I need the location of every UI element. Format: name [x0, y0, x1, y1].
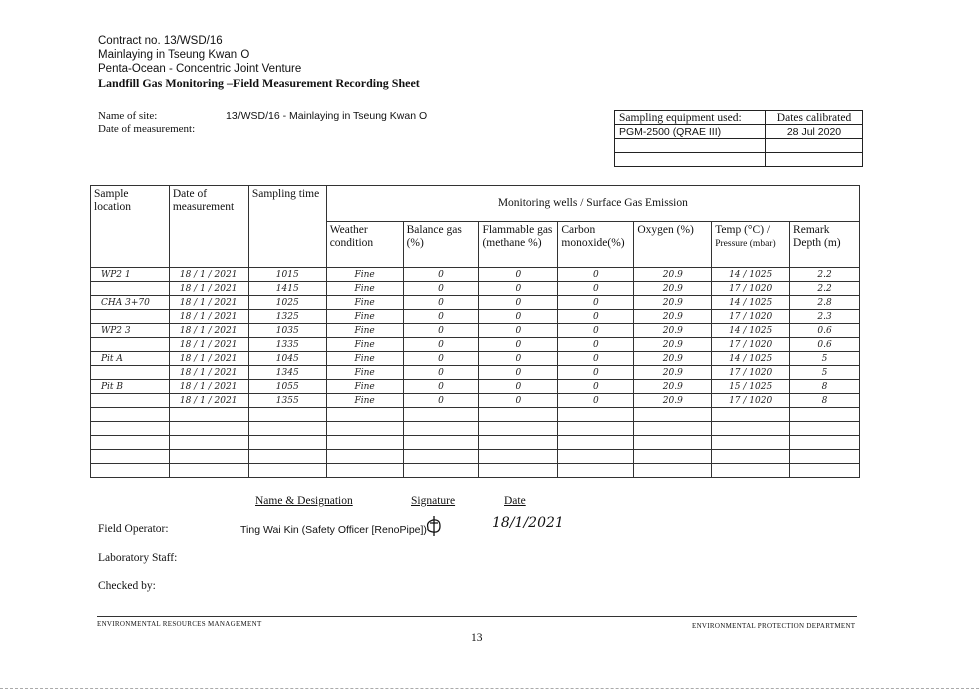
- cell-weather: [326, 408, 403, 422]
- equipment-empty-cell: [766, 153, 863, 167]
- header-remark: [790, 222, 860, 268]
- cell-flam: 0: [479, 380, 558, 394]
- cell-bal: 0: [403, 324, 479, 338]
- cell-tp: 17 / 1020: [712, 338, 790, 352]
- footer-rule: [97, 616, 857, 617]
- page-number: 13: [471, 632, 483, 644]
- cell-bal: 0: [403, 380, 479, 394]
- cell-weather: [326, 422, 403, 436]
- project-name: Mainlaying in Tseung Kwan O: [98, 49, 250, 61]
- equipment-empty-cell: [766, 139, 863, 153]
- cell-co: 0: [558, 324, 634, 338]
- field-operator-label: Field Operator:: [98, 523, 169, 535]
- cell-date: 18 / 1 / 2021: [169, 366, 248, 380]
- cell-loc: CHA 3+70: [91, 296, 170, 310]
- cell-rem: 0.6: [790, 324, 860, 338]
- site-name-label: Name of site:: [98, 110, 158, 122]
- checked-by-label: Checked by:: [98, 580, 156, 592]
- cell-flam: 0: [479, 296, 558, 310]
- cell-co: 0: [558, 338, 634, 352]
- cell-tp: 17 / 1020: [712, 310, 790, 324]
- cell-bal: 0: [403, 282, 479, 296]
- cell-co: 0: [558, 296, 634, 310]
- cell-co: 0: [558, 310, 634, 324]
- cell-co: 0: [558, 394, 634, 408]
- cell-bal: [403, 450, 479, 464]
- cell-time: 1035: [248, 324, 326, 338]
- cell-date: 18 / 1 / 2021: [169, 282, 248, 296]
- contract-number: Contract no. 13/WSD/16: [98, 35, 223, 47]
- calibrated-header: Dates calibrated: [766, 111, 863, 125]
- cell-co: 0: [558, 268, 634, 282]
- cell-weather: Fine: [326, 296, 403, 310]
- cell-time: [248, 408, 326, 422]
- cell-flam: [479, 436, 558, 450]
- cell-time: 1325: [248, 310, 326, 324]
- cell-loc: [91, 436, 170, 450]
- cell-weather: [326, 464, 403, 478]
- cell-loc: [91, 338, 170, 352]
- cell-weather: Fine: [326, 282, 403, 296]
- cell-time: [248, 464, 326, 478]
- cell-weather: [326, 436, 403, 450]
- cell-weather: Fine: [326, 394, 403, 408]
- cell-rem: 2.8: [790, 296, 860, 310]
- cell-rem: [790, 422, 860, 436]
- cell-bal: [403, 408, 479, 422]
- header-temp-pressure: [712, 222, 790, 268]
- contractor-name: Penta-Ocean - Concentric Joint Venture: [98, 63, 302, 75]
- cell-loc: WP2 1: [91, 268, 170, 282]
- cell-o2: 20.9: [634, 338, 712, 352]
- cell-o2: 20.9: [634, 296, 712, 310]
- cell-co: [558, 422, 634, 436]
- cell-co: 0: [558, 380, 634, 394]
- cell-o2: 20.9: [634, 394, 712, 408]
- cell-date: 18 / 1 / 2021: [169, 394, 248, 408]
- cell-co: [558, 464, 634, 478]
- cell-tp: [712, 408, 790, 422]
- cell-rem: 8: [790, 394, 860, 408]
- header-carbon-monoxide: Carbon monoxide(%): [558, 222, 634, 268]
- equipment-value: PGM-2500 (QRAE III): [615, 125, 766, 139]
- table-body: [91, 268, 860, 478]
- document-header: [98, 34, 420, 90]
- cell-time: 1025: [248, 296, 326, 310]
- signoff-name-header: Name & Designation: [255, 495, 353, 507]
- cell-date: [169, 450, 248, 464]
- laboratory-staff-label: Laboratory Staff:: [98, 552, 178, 564]
- table-row: [91, 422, 860, 436]
- handwritten-signature: [424, 514, 446, 543]
- cell-weather: Fine: [326, 268, 403, 282]
- header-weather: Weather condition: [326, 222, 403, 268]
- cell-flam: [479, 464, 558, 478]
- cell-rem: 8: [790, 380, 860, 394]
- field-operator-value: Ting Wai Kin (Safety Officer [RenoPipe]): [240, 524, 427, 536]
- cell-time: [248, 422, 326, 436]
- cell-o2: [634, 436, 712, 450]
- cell-date: 18 / 1 / 2021: [169, 268, 248, 282]
- cell-loc: [91, 464, 170, 478]
- header-pressure-label: Pressure (mbar): [715, 239, 776, 249]
- table-row: [91, 464, 860, 478]
- cell-o2: 20.9: [634, 366, 712, 380]
- cell-bal: 0: [403, 268, 479, 282]
- cell-bal: 0: [403, 366, 479, 380]
- cell-date: 18 / 1 / 2021: [169, 380, 248, 394]
- table-row: [91, 436, 860, 450]
- cell-date: 18 / 1 / 2021: [169, 338, 248, 352]
- header-monitoring-wells: Monitoring wells / Surface Gas Emission: [326, 186, 859, 222]
- cell-flam: 0: [479, 366, 558, 380]
- cell-date: [169, 422, 248, 436]
- cell-rem: [790, 450, 860, 464]
- cell-date: 18 / 1 / 2021: [169, 324, 248, 338]
- cell-flam: 0: [479, 324, 558, 338]
- cell-weather: Fine: [326, 338, 403, 352]
- footer-left: ENVIRONMENTAL RESOURCES MANAGEMENT: [97, 620, 262, 628]
- cell-flam: [479, 422, 558, 436]
- cell-o2: 20.9: [634, 324, 712, 338]
- cell-time: 1345: [248, 366, 326, 380]
- header-sampling-time: Sampling time: [248, 186, 326, 268]
- cell-weather: Fine: [326, 380, 403, 394]
- cell-flam: [479, 450, 558, 464]
- cell-rem: 0.6: [790, 338, 860, 352]
- header-date-of-measurement: Date of measurement: [169, 186, 248, 268]
- cell-o2: 20.9: [634, 352, 712, 366]
- table-row: [91, 296, 860, 310]
- cell-tp: 15 / 1025: [712, 380, 790, 394]
- cell-loc: [91, 422, 170, 436]
- cell-bal: 0: [403, 296, 479, 310]
- cell-flam: 0: [479, 310, 558, 324]
- cell-rem: [790, 436, 860, 450]
- cell-time: [248, 450, 326, 464]
- table-row: [91, 408, 860, 422]
- header-oxygen: Oxygen (%): [634, 222, 712, 268]
- cell-tp: [712, 464, 790, 478]
- scan-edge-line: [0, 688, 979, 689]
- cell-tp: [712, 436, 790, 450]
- cell-tp: 14 / 1025: [712, 268, 790, 282]
- cell-weather: [326, 450, 403, 464]
- footer-right: ENVIRONMENTAL PROTECTION DEPARTMENT: [692, 622, 856, 630]
- cell-loc: [91, 450, 170, 464]
- table-row: [91, 324, 860, 338]
- cell-bal: 0: [403, 394, 479, 408]
- header-temp-label: Temp (°C) /: [715, 224, 771, 236]
- cell-tp: 14 / 1025: [712, 296, 790, 310]
- cell-co: [558, 436, 634, 450]
- cell-weather: Fine: [326, 324, 403, 338]
- table-row: [91, 338, 860, 352]
- cell-date: [169, 436, 248, 450]
- cell-o2: 20.9: [634, 268, 712, 282]
- cell-bal: 0: [403, 352, 479, 366]
- cell-rem: [790, 464, 860, 478]
- header-depth-label: Depth (m): [793, 237, 841, 249]
- field-operator-date: 18/1/2021: [492, 515, 564, 531]
- header-sample-location: Sample location: [91, 186, 170, 268]
- cell-loc: [91, 310, 170, 324]
- cell-flam: 0: [479, 352, 558, 366]
- cell-co: 0: [558, 352, 634, 366]
- cell-tp: 14 / 1025: [712, 352, 790, 366]
- cell-date: 18 / 1 / 2021: [169, 296, 248, 310]
- cell-loc: [91, 408, 170, 422]
- header-remark-label: Remark: [793, 224, 830, 236]
- cell-loc: [91, 282, 170, 296]
- cell-bal: 0: [403, 310, 479, 324]
- sheet-title: Landfill Gas Monitoring –Field Measurement Recording Sheet: [98, 76, 420, 90]
- cell-co: [558, 408, 634, 422]
- measurement-table: [90, 185, 860, 478]
- table-row: [91, 380, 860, 394]
- cell-tp: 14 / 1025: [712, 324, 790, 338]
- cell-time: 1045: [248, 352, 326, 366]
- cell-weather: Fine: [326, 352, 403, 366]
- table-row: [91, 394, 860, 408]
- calibrated-value: 28 Jul 2020: [766, 125, 863, 139]
- cell-time: 1415: [248, 282, 326, 296]
- cell-bal: [403, 464, 479, 478]
- cell-bal: [403, 436, 479, 450]
- cell-date: [169, 408, 248, 422]
- cell-o2: 20.9: [634, 380, 712, 394]
- table-row: [91, 450, 860, 464]
- cell-bal: 0: [403, 338, 479, 352]
- table-row: [91, 310, 860, 324]
- equipment-table: [614, 110, 863, 167]
- cell-o2: [634, 422, 712, 436]
- cell-date: 18 / 1 / 2021: [169, 310, 248, 324]
- cell-weather: Fine: [326, 366, 403, 380]
- cell-flam: [479, 408, 558, 422]
- site-name-value: 13/WSD/16 - Mainlaying in Tseung Kwan O: [226, 110, 428, 122]
- cell-tp: [712, 422, 790, 436]
- cell-rem: 2.2: [790, 282, 860, 296]
- cell-flam: 0: [479, 338, 558, 352]
- cell-co: 0: [558, 366, 634, 380]
- cell-tp: 17 / 1020: [712, 282, 790, 296]
- signoff-date-header: Date: [504, 495, 526, 507]
- cell-weather: Fine: [326, 310, 403, 324]
- cell-time: 1055: [248, 380, 326, 394]
- site-info: [98, 110, 195, 136]
- cell-tp: 17 / 1020: [712, 366, 790, 380]
- cell-flam: 0: [479, 394, 558, 408]
- cell-rem: 2.2: [790, 268, 860, 282]
- signoff-signature-header: Signature: [411, 495, 456, 507]
- header-balance-gas: Balance gas (%): [403, 222, 479, 268]
- cell-loc: WP2 3: [91, 324, 170, 338]
- cell-rem: 5: [790, 352, 860, 366]
- equipment-header: Sampling equipment used:: [615, 111, 766, 125]
- cell-rem: [790, 408, 860, 422]
- cell-bal: [403, 422, 479, 436]
- measurement-date-label: Date of measurement:: [98, 123, 196, 135]
- cell-time: 1355: [248, 394, 326, 408]
- cell-time: [248, 436, 326, 450]
- cell-o2: 20.9: [634, 282, 712, 296]
- cell-co: 0: [558, 282, 634, 296]
- cell-loc: [91, 394, 170, 408]
- table-row: [91, 366, 860, 380]
- cell-tp: 17 / 1020: [712, 394, 790, 408]
- cell-tp: [712, 450, 790, 464]
- table-row: [91, 282, 860, 296]
- header-flammable-gas: Flammable gas (methane %): [479, 222, 558, 268]
- cell-rem: 2.3: [790, 310, 860, 324]
- equipment-empty-cell: [615, 139, 766, 153]
- cell-time: 1015: [248, 268, 326, 282]
- cell-o2: [634, 450, 712, 464]
- cell-co: [558, 450, 634, 464]
- cell-date: [169, 464, 248, 478]
- table-row: [91, 352, 860, 366]
- cell-o2: 20.9: [634, 310, 712, 324]
- cell-loc: [91, 366, 170, 380]
- cell-loc: Pit B: [91, 380, 170, 394]
- cell-flam: 0: [479, 268, 558, 282]
- equipment-empty-cell: [615, 153, 766, 167]
- cell-rem: 5: [790, 366, 860, 380]
- cell-date: 18 / 1 / 2021: [169, 352, 248, 366]
- cell-flam: 0: [479, 282, 558, 296]
- table-row: [91, 268, 860, 282]
- cell-o2: [634, 408, 712, 422]
- cell-o2: [634, 464, 712, 478]
- cell-loc: Pit A: [91, 352, 170, 366]
- cell-time: 1335: [248, 338, 326, 352]
